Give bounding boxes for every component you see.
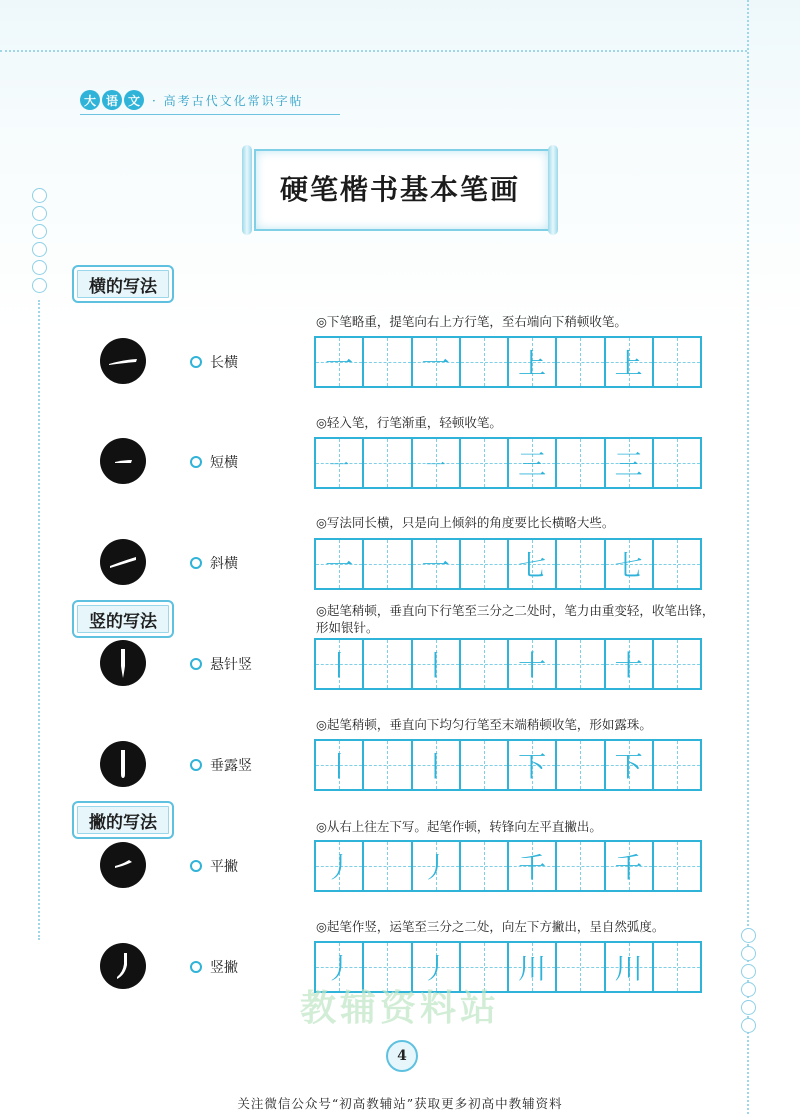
stroke-name-item (190, 957, 238, 977)
stroke-description: ◎下笔略重，提笔向右上方行笔，至右端向下稍顿收笔。 (316, 314, 627, 329)
model-glyph: 一 (329, 452, 350, 477)
stroke-name: 竖撇 (210, 960, 238, 976)
grid-cell[interactable] (606, 439, 654, 487)
scroll-rod-right (548, 145, 558, 235)
grid-cell[interactable] (606, 741, 654, 789)
stroke-name: 短横 (210, 455, 238, 471)
model-glyph (557, 540, 603, 588)
stroke-name: 长横 (210, 355, 238, 371)
model-glyph (364, 338, 410, 386)
model-glyph: 一 (425, 452, 446, 477)
grid-cell[interactable] (316, 741, 364, 789)
grid-cell[interactable] (606, 943, 654, 991)
grid-cell[interactable] (557, 439, 605, 487)
grid-cell[interactable] (606, 640, 654, 688)
model-glyph (654, 640, 700, 688)
top-dotted-border (0, 50, 747, 52)
bullet-icon (190, 658, 202, 670)
grid-cell[interactable] (364, 439, 412, 487)
grid-cell[interactable] (461, 540, 509, 588)
model-glyph: 丿 (325, 851, 354, 884)
footer-note: 关注微信公众号“初高教辅站”获取更多初高中教辅资料 (237, 1096, 563, 1111)
grid-cell[interactable] (606, 540, 654, 588)
stroke-name: 垂露竖 (210, 758, 252, 774)
grid-cell[interactable] (316, 439, 364, 487)
grid-cell[interactable] (461, 741, 509, 789)
grid-cell[interactable] (316, 842, 364, 890)
model-glyph: 千 (614, 851, 643, 884)
practice-grid (314, 437, 702, 489)
model-glyph: 丨 (421, 649, 450, 682)
grid-cell[interactable] (413, 540, 461, 588)
grid-cell[interactable] (654, 842, 700, 890)
model-glyph: 千 (518, 851, 547, 884)
right-ring-binding (741, 928, 756, 1033)
model-glyph (364, 741, 410, 789)
header-badge: 文 (124, 90, 144, 110)
stroke-description: ◎轻入笔，行笔渐重，轻顿收笔。 (316, 415, 502, 430)
grid-cell[interactable] (654, 741, 700, 789)
grid-cell[interactable] (461, 338, 509, 386)
stroke-icon (100, 438, 146, 484)
section-label-pie: 撇的写法 (72, 801, 174, 839)
stroke-name: 斜横 (210, 556, 238, 572)
grid-cell[interactable] (557, 741, 605, 789)
grid-cell[interactable] (557, 540, 605, 588)
stroke-icon (100, 539, 146, 585)
grid-cell[interactable] (654, 640, 700, 688)
practice-grid (314, 739, 702, 791)
grid-cell[interactable] (654, 338, 700, 386)
bullet-icon (190, 557, 202, 569)
model-glyph (654, 842, 700, 890)
grid-cell[interactable] (413, 842, 461, 890)
grid-cell[interactable] (413, 439, 461, 487)
page-number: 4 (386, 1040, 418, 1072)
model-glyph: 下 (518, 750, 547, 783)
grid-cell[interactable] (364, 943, 412, 991)
stroke-name: 平撇 (210, 859, 238, 875)
stroke-name-item (190, 352, 238, 372)
model-glyph (461, 338, 507, 386)
grid-cell[interactable] (316, 338, 364, 386)
page-title: 硬笔楷书基本笔画 (279, 173, 520, 206)
model-glyph: 丨 (421, 750, 450, 783)
model-glyph: 十 (614, 649, 643, 682)
model-glyph (557, 842, 603, 890)
watermark: 教辅资料站 (300, 988, 501, 1029)
grid-cell[interactable] (606, 842, 654, 890)
model-glyph (364, 540, 410, 588)
model-glyph (461, 439, 507, 487)
grid-cell[interactable] (413, 943, 461, 991)
bullet-icon (190, 961, 202, 973)
grid-cell[interactable] (509, 640, 557, 688)
grid-cell[interactable] (364, 540, 412, 588)
model-glyph: 一 (421, 347, 450, 380)
bullet-icon (190, 860, 202, 872)
grid-cell[interactable] (654, 439, 700, 487)
model-glyph (654, 540, 700, 588)
model-glyph: 丿 (421, 851, 450, 884)
grid-cell[interactable] (316, 540, 364, 588)
model-glyph (557, 640, 603, 688)
model-glyph (461, 842, 507, 890)
grid-cell[interactable] (654, 540, 700, 588)
model-glyph: 川 (518, 952, 547, 985)
model-glyph (364, 842, 410, 890)
model-glyph: 川 (614, 952, 643, 985)
grid-cell[interactable] (557, 943, 605, 991)
header-underline (80, 114, 340, 115)
bullet-icon (190, 356, 202, 368)
stroke-icon (100, 842, 146, 888)
grid-cell[interactable] (413, 338, 461, 386)
grid-cell[interactable] (509, 943, 557, 991)
stroke-description: ◎起笔稍顿，垂直向下均匀行笔至末端稍顿收笔，形如露珠。 (316, 717, 652, 732)
stroke-icon (100, 741, 146, 787)
stroke-icon (100, 640, 146, 686)
grid-cell[interactable] (364, 741, 412, 789)
grid-cell[interactable] (461, 943, 509, 991)
stroke-name-item (190, 553, 238, 573)
grid-cell[interactable] (364, 640, 412, 688)
model-glyph (557, 943, 603, 991)
practice-grid (314, 638, 702, 690)
grid-cell[interactable] (413, 640, 461, 688)
left-dotted-border (38, 300, 40, 940)
model-glyph (654, 439, 700, 487)
scroll-rod-left (242, 145, 252, 235)
stroke-name-item (190, 452, 238, 472)
grid-cell[interactable] (461, 640, 509, 688)
grid-cell[interactable] (364, 338, 412, 386)
grid-cell[interactable] (316, 640, 364, 688)
stroke-description: ◎起笔稍顿，垂直向下行笔至三分之二处时，笔力由重变轻，收笔出锋，形如银针。 (316, 603, 715, 635)
model-glyph: 三 (614, 448, 643, 481)
model-glyph: 三 (518, 448, 547, 481)
section-label-shu: 竖的写法 (72, 600, 174, 638)
practice-grid (314, 336, 702, 388)
model-glyph: 七 (614, 549, 643, 582)
grid-cell[interactable] (509, 842, 557, 890)
series-header (80, 88, 304, 112)
grid-cell[interactable] (509, 741, 557, 789)
model-glyph (557, 439, 603, 487)
bullet-icon (190, 456, 202, 468)
stroke-name: 悬针竖 (210, 657, 252, 673)
stroke-icon (100, 943, 146, 989)
model-glyph (364, 439, 410, 487)
model-glyph (654, 338, 700, 386)
model-glyph: 丿 (325, 952, 354, 985)
grid-cell[interactable] (557, 338, 605, 386)
model-glyph: 丨 (325, 649, 354, 682)
header-badge: 大 (80, 90, 100, 110)
model-glyph (557, 338, 603, 386)
section-label-heng: 横的写法 (72, 265, 174, 303)
grid-cell[interactable] (509, 540, 557, 588)
stroke-description: ◎起笔作竖，运笔至三分之二处，向左下方撇出，呈自然弧度。 (316, 919, 665, 934)
model-glyph (461, 741, 507, 789)
practice-grid (314, 840, 702, 892)
model-glyph (557, 741, 603, 789)
left-ring-binding (32, 188, 47, 293)
grid-cell[interactable] (461, 842, 509, 890)
stroke-icon (100, 338, 146, 384)
model-glyph: 十 (518, 649, 547, 682)
model-glyph (461, 640, 507, 688)
stroke-description: ◎写法同长横，只是向上倾斜的角度要比长横略大些。 (316, 515, 615, 530)
model-glyph: 上 (518, 347, 547, 380)
model-glyph: 上 (614, 347, 643, 380)
title-scroll (240, 145, 560, 235)
practice-grid (314, 538, 702, 590)
model-glyph: 下 (614, 750, 643, 783)
bullet-icon (190, 759, 202, 771)
model-glyph: 一 (325, 347, 354, 380)
stroke-name-item (190, 856, 238, 876)
model-glyph (461, 943, 507, 991)
grid-cell[interactable] (557, 640, 605, 688)
grid-cell[interactable] (509, 338, 557, 386)
header-badge: 语 (102, 90, 122, 110)
header-subtitle: · 高考古代文化常识字帖 (152, 93, 304, 108)
model-glyph: 丨 (325, 750, 354, 783)
grid-cell[interactable] (654, 943, 700, 991)
stroke-name-item (190, 755, 252, 775)
grid-cell[interactable] (557, 842, 605, 890)
model-glyph (364, 640, 410, 688)
grid-cell[interactable] (509, 439, 557, 487)
grid-cell[interactable] (316, 943, 364, 991)
model-glyph: 一 (325, 549, 354, 582)
model-glyph (461, 540, 507, 588)
practice-grid (314, 941, 702, 993)
model-glyph (654, 943, 700, 991)
model-glyph (654, 741, 700, 789)
grid-cell[interactable] (461, 439, 509, 487)
grid-cell[interactable] (364, 842, 412, 890)
model-glyph: 七 (518, 549, 547, 582)
model-glyph (364, 943, 410, 991)
stroke-name-item (190, 654, 252, 674)
grid-cell[interactable] (413, 741, 461, 789)
model-glyph: 一 (421, 549, 450, 582)
grid-cell[interactable] (606, 338, 654, 386)
stroke-description: ◎从右上往左下写。起笔作顿，转锋向左平直撇出。 (316, 819, 602, 834)
model-glyph: 丿 (421, 952, 450, 985)
